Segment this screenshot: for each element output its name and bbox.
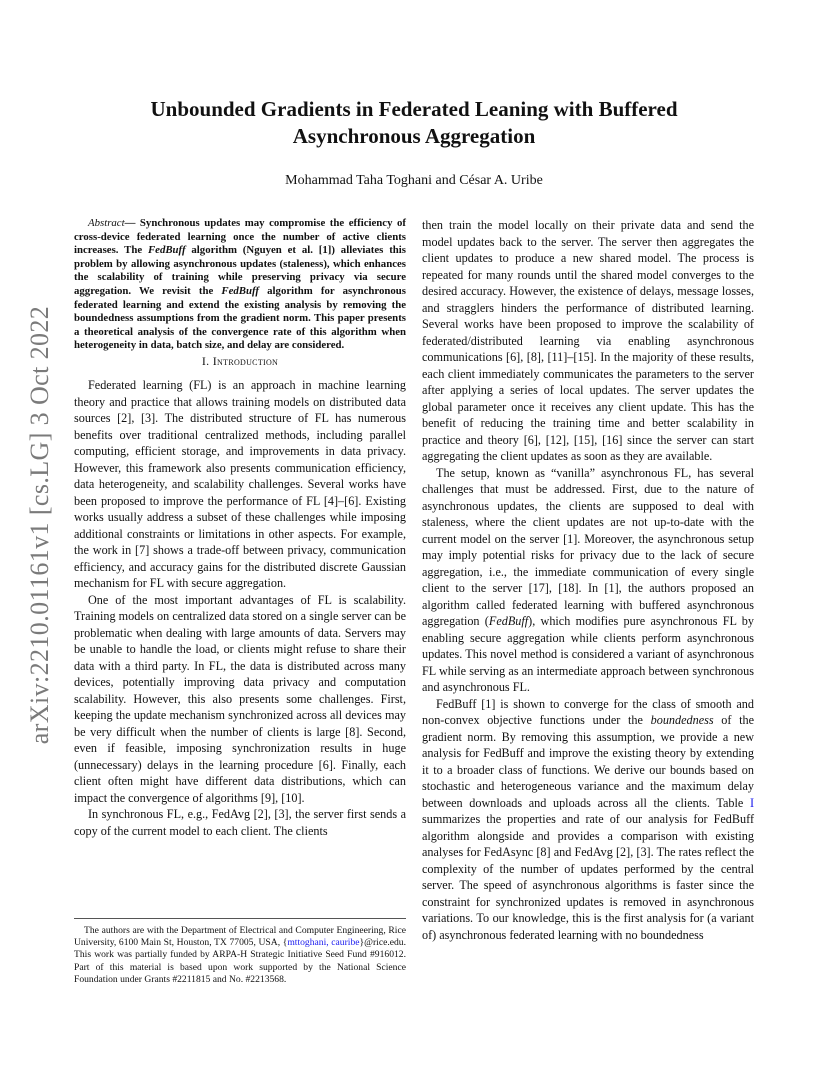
left-column (74, 217, 406, 839)
footnote-text (74, 925, 406, 986)
abstract-label: Abstract (88, 217, 125, 229)
intro-paragraph-6 (422, 696, 754, 944)
paragraph-6-text-2: of the gradient norm. By removing this assumption, we provide a new analysis for FedBuff and improve the existing theory by extending it to a broader class of functions. We derive our bounds based on stochastic and heterogeneous variance and the maximum delay between downloads and uploads across all the clients. Table (422, 713, 755, 810)
paragraph-5-text-1: The setup, known as “vanilla” asynchronous FL, has several challenges that must be addressed. First, due to the nature of asynchronous updates, the clients are supposed to deal with staleness, where the client updates are not up-to-date with the current model on the server [1]. Moreover, the asynchronous setup may imply potential risks for privacy due to the lack of secure aggregation, i.e., the immediate communication of every single client to the server [17], [18]. In [1], the authors proposed an algorithm called federated learning with buffered asynchronous aggregation ( (422, 465, 754, 628)
intro-paragraph-5 (422, 465, 754, 696)
abstract-fedbuff-1: FedBuff (147, 244, 186, 257)
intro-paragraph-4: then train the model locally on their private data and send the model updates back to the server. The server then aggregates the client updates to produce a new shared model. The process is repeated for many rounds until the shared model converges to the desired accuracy. However, the existence of delays, message losses, and stragglers hinders the performance of distributed learning. Several works have been proposed to improve the scalability of federated/distributed learning via enabling asynchronous communications [6], [8], [11]–[15]. In the majority of these results, each client immediately communicates the parameters to the server after applying a series of local updates. The server updates the global parameter once it receives any client update. This has the benefit of reducing the training time and better scalability in practice and theory [6], [12], [15], [16] since the server can start aggregating the client updates as soon as they are available. (422, 218, 754, 463)
arxiv-id: arXiv:2210.01161v1 [cs.LG] 3 Oct 2022 (25, 305, 54, 745)
arxiv-watermark (20, 290, 60, 760)
footnote-email-link[interactable]: mttoghani, cauribe (287, 937, 360, 949)
abstract-fedbuff-2: FedBuff (221, 284, 260, 297)
table-ref-link[interactable]: I (749, 795, 754, 810)
intro-paragraph-1: Federated learning (FL) is an approach in machine learning theory and practice that allows training models on distributed data sources [2], [3]. The distributed structure of FL has numerous benefits over traditional centralized methods, including parallel computing, efficient storage, and improvements in data privacy. However, this framework also presents communication efficiency, data heterogeneity, and scalability challenges. Several works have been proposed to improve the performance of FL [4]–[6]. Existing works usually address a subset of these challenges while imposing additional constraints or limitations in other aspects. For example, the work in [7] shows a trade-off between privacy, communication efficiency, and accuracy gains for the distributed discrete Gaussian mechanism for FL with secure aggregation. (74, 378, 406, 591)
paragraph-6-text-3: summarizes the properties and rate of our analysis for FedBuff algorithm alongside and provides a comparison with existing analyses for FedAsync [8] and FedAvg [2], [3]. The rates reflect the complexity of the number of updates performed by the central server. The speed of asynchronous algorithms is faster since the constraint for synchronized updates is removed in asynchronous variations. To our knowledge, this is the first analysis for (a variant of) asynchronous federated learning with no boundedness (422, 812, 754, 942)
intro-paragraph-3: In synchronous FL, e.g., FedAvg [2], [3], the server first sends a copy of the current model to each client. The clients (74, 807, 406, 838)
paragraph-5-text-2: ), which modifies pure asynchronous FL by enabling secure aggregation while clients perform asynchronous updates. This novel method is considered a variant of asynchronous FL while serving as an intermediate approach between synchronous and asynchronous FL. (422, 614, 754, 694)
author-footnote (74, 918, 406, 986)
paper-authors: Mohammad Taha Toghani and César A. Uribe (285, 173, 543, 188)
paper-title: Unbounded Gradients in Federated Leaning with Buffered Asynchronous Aggregation (150, 97, 678, 148)
footnote-text-1: The authors are with the Department of Electrical and Computer Engineering, Rice University, 6100 Main St, Houston, TX 77005, USA, { (74, 925, 406, 949)
abstract-dash: — (124, 217, 136, 229)
abstract-text-3: algorithm for asynchronous federated learning and extend the existing analysis by removing the boundedness assumptions from the gradient norm. This paper presents a theoretical analysis of the convergence rate of this algorithm when heterogeneity in data, batch size, and delay are considered. (74, 284, 406, 352)
abstract-text-2: algorithm (Nguyen et al. [1]) alleviates this problem by allowing asynchronous updates (staleness), which enhances the scalability of training while preserving privacy via secure aggregation. We revisit the (74, 244, 407, 297)
footnote-text-2: }@rice.edu. This work was partially funded by ARPA-H Strategic Initiative Seed Fund #916012. Part of this material is based upon work supported by the National Science Foundation under Grants #2211815 and No. #2213568. (74, 937, 406, 985)
abstract-text-1: Synchronous updates may compromise the efficiency of cross-device federated learning once the number of active clients increases. The (74, 217, 406, 257)
section-heading-introduction: I. Introduction (201, 353, 279, 368)
abstract (74, 217, 406, 353)
paragraph-5-fedbuff: FedBuff (488, 614, 529, 628)
paragraph-6-text-1: FedBuff [1] is shown to converge for the class of smooth and non-convex objective functions under the (422, 696, 754, 727)
intro-paragraph-2: One of the most important advantages of FL is scalability. Training models on centralized data stored on a single server can be problematic when dealing with large amounts of data. Servers may be unable to handle the load, or clients might refuse to share their data with a third party. In FL, the data is distributed across many devices, potentially improving data privacy and computation scalability. However, this also presents some challenges. First, keeping the update mechanism synchronized across all devices may be very difficult when the number of clients is large [8]. Second, even if feasible, imposing synchronization results in huge (unnecessary) delays in the learning procedure [6]. Finally, each client often might have different data distributions, which can impact the convergence of algorithms [9], [10]. (74, 592, 406, 805)
paragraph-6-boundedness: boundedness (650, 713, 714, 727)
right-column (422, 217, 754, 943)
